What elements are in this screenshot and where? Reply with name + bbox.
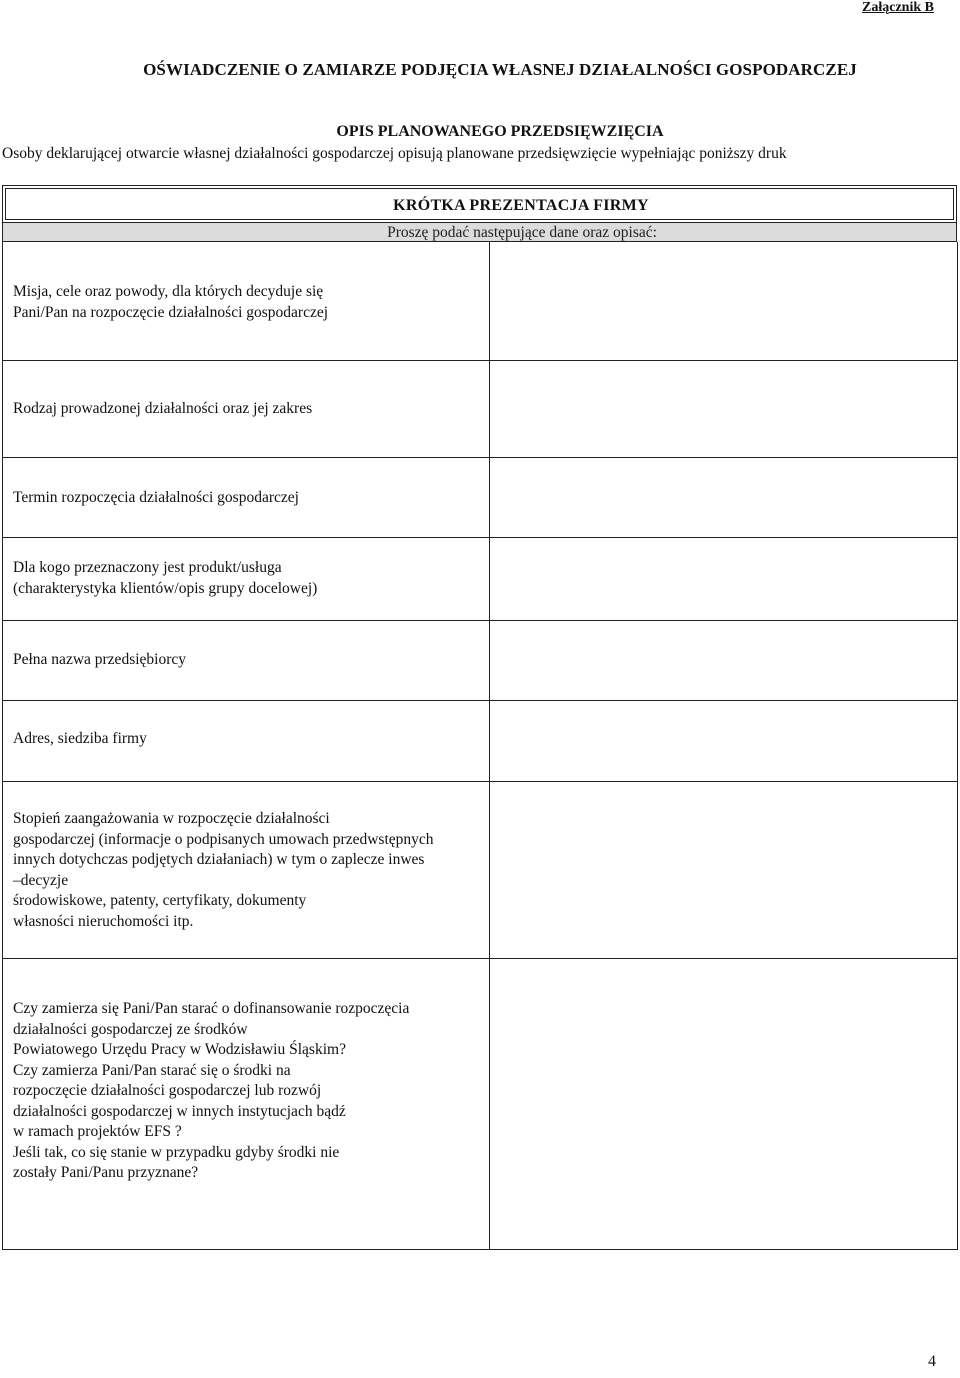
- section-header: [2, 185, 957, 242]
- form-row-label: [13, 488, 489, 509]
- answer-field-company-name[interactable]: [489, 621, 957, 700]
- section-subtitle-strip: [3, 222, 956, 241]
- label-line: zostały Pani/Panu przyznane?: [13, 1164, 199, 1181]
- form-row-label: [13, 809, 489, 932]
- label-line: –decyzje: [13, 871, 69, 889]
- answer-field-engagement[interactable]: [489, 782, 957, 958]
- label-line: Rodzaj prowadzonej działalności oraz jej zakres: [13, 400, 313, 417]
- form-row-label: [13, 729, 489, 750]
- document-subtitle: OPIS PLANOWANEGO PRZEDSIĘWZIĘCIA: [336, 123, 664, 140]
- document-title: OŚWIADCZENIE O ZAMIARZE PODJĘCIA WŁASNEJ DZIAŁALNOŚCI GOSPODARCZEJ: [143, 60, 857, 79]
- form-row-engagement: [3, 782, 957, 959]
- section-title: KRÓTKA PREZENTACJA FIRMY: [393, 197, 649, 214]
- label-line: Czy zamierza Pani/Pan starać się o środki na: [13, 1061, 291, 1079]
- label-line: Misja, cele oraz powody, dla których decyduje się: [13, 283, 324, 300]
- label-line: działalności gospodarczej w innych instytucjach bądź: [13, 1102, 346, 1120]
- section-subtitle: Proszę podać następujące dane oraz opisać:: [387, 224, 657, 241]
- form-row-address: [3, 701, 957, 782]
- page-number: 4: [928, 1353, 936, 1370]
- label-line: Czy zamierza się Pani/Pan starać o dofinansowanie rozpoczęcia: [13, 1000, 410, 1017]
- intro-text: Osoby deklarującej otwarcie własnej działalności gospodarczej opisują planowane przedsięwzięcie wypełniając poniższy druk: [2, 145, 787, 162]
- label-line: Powiatowego Urzędu Pracy w Wodzisławiu Śląskim?: [13, 1041, 346, 1058]
- label-line: środowiskowe, patenty, certyfikaty, dokumenty: [13, 892, 307, 909]
- answer-field-activity-type[interactable]: [489, 361, 957, 457]
- attachment-label: Załącznik B: [862, 0, 934, 15]
- form-table: [2, 242, 958, 1250]
- label-line: gospodarczej (informacje o podpisanych umowach przedwstępnych: [13, 830, 434, 848]
- answer-field-target-group[interactable]: [489, 538, 957, 620]
- answer-field-address[interactable]: [489, 701, 957, 781]
- label-line: Pełna nazwa przedsiębiorcy: [13, 651, 187, 668]
- form-row-label: [13, 650, 489, 671]
- label-line: innych dotychczas podjętych działaniach) w tym o zaplecze inwes: [13, 851, 425, 868]
- label-line: działalności gospodarczej ze środków: [13, 1020, 248, 1038]
- answer-field-mission[interactable]: [489, 242, 957, 360]
- form-row-label: [13, 399, 489, 420]
- label-line: własności nieruchomości itp.: [13, 912, 194, 930]
- form-row-funding: [3, 959, 957, 1250]
- form-row-label: [13, 558, 489, 599]
- label-line: Pani/Pan na rozpoczęcie działalności gospodarczej: [13, 303, 329, 321]
- label-line: w ramach projektów EFS ?: [13, 1123, 182, 1140]
- form-row-activity-type: [3, 361, 957, 458]
- label-line: Stopień zaangażowania w rozpoczęcie działalności: [13, 810, 330, 827]
- form-row-target-group: [3, 538, 957, 621]
- form-row-start-date: [3, 458, 957, 538]
- form-row-company-name: [3, 621, 957, 701]
- form-row-label: [13, 999, 489, 1184]
- label-line: rozpoczęcie działalności gospodarczej lub rozwój: [13, 1082, 322, 1099]
- section-title-box: [5, 188, 954, 220]
- answer-field-funding[interactable]: [489, 959, 957, 1250]
- label-line: Dla kogo przeznaczony jest produkt/usługa: [13, 559, 282, 576]
- label-line: Adres, siedziba firmy: [13, 730, 147, 747]
- answer-field-start-date[interactable]: [489, 458, 957, 537]
- label-line: Jeśli tak, co się stanie w przypadku gdyby środki nie: [13, 1143, 340, 1161]
- form-row-label: [13, 282, 489, 323]
- label-line: Termin rozpoczęcia działalności gospodarczej: [13, 489, 299, 506]
- label-line: (charakterystyka klientów/opis grupy docelowej): [13, 579, 318, 597]
- form-row-mission: [3, 242, 957, 361]
